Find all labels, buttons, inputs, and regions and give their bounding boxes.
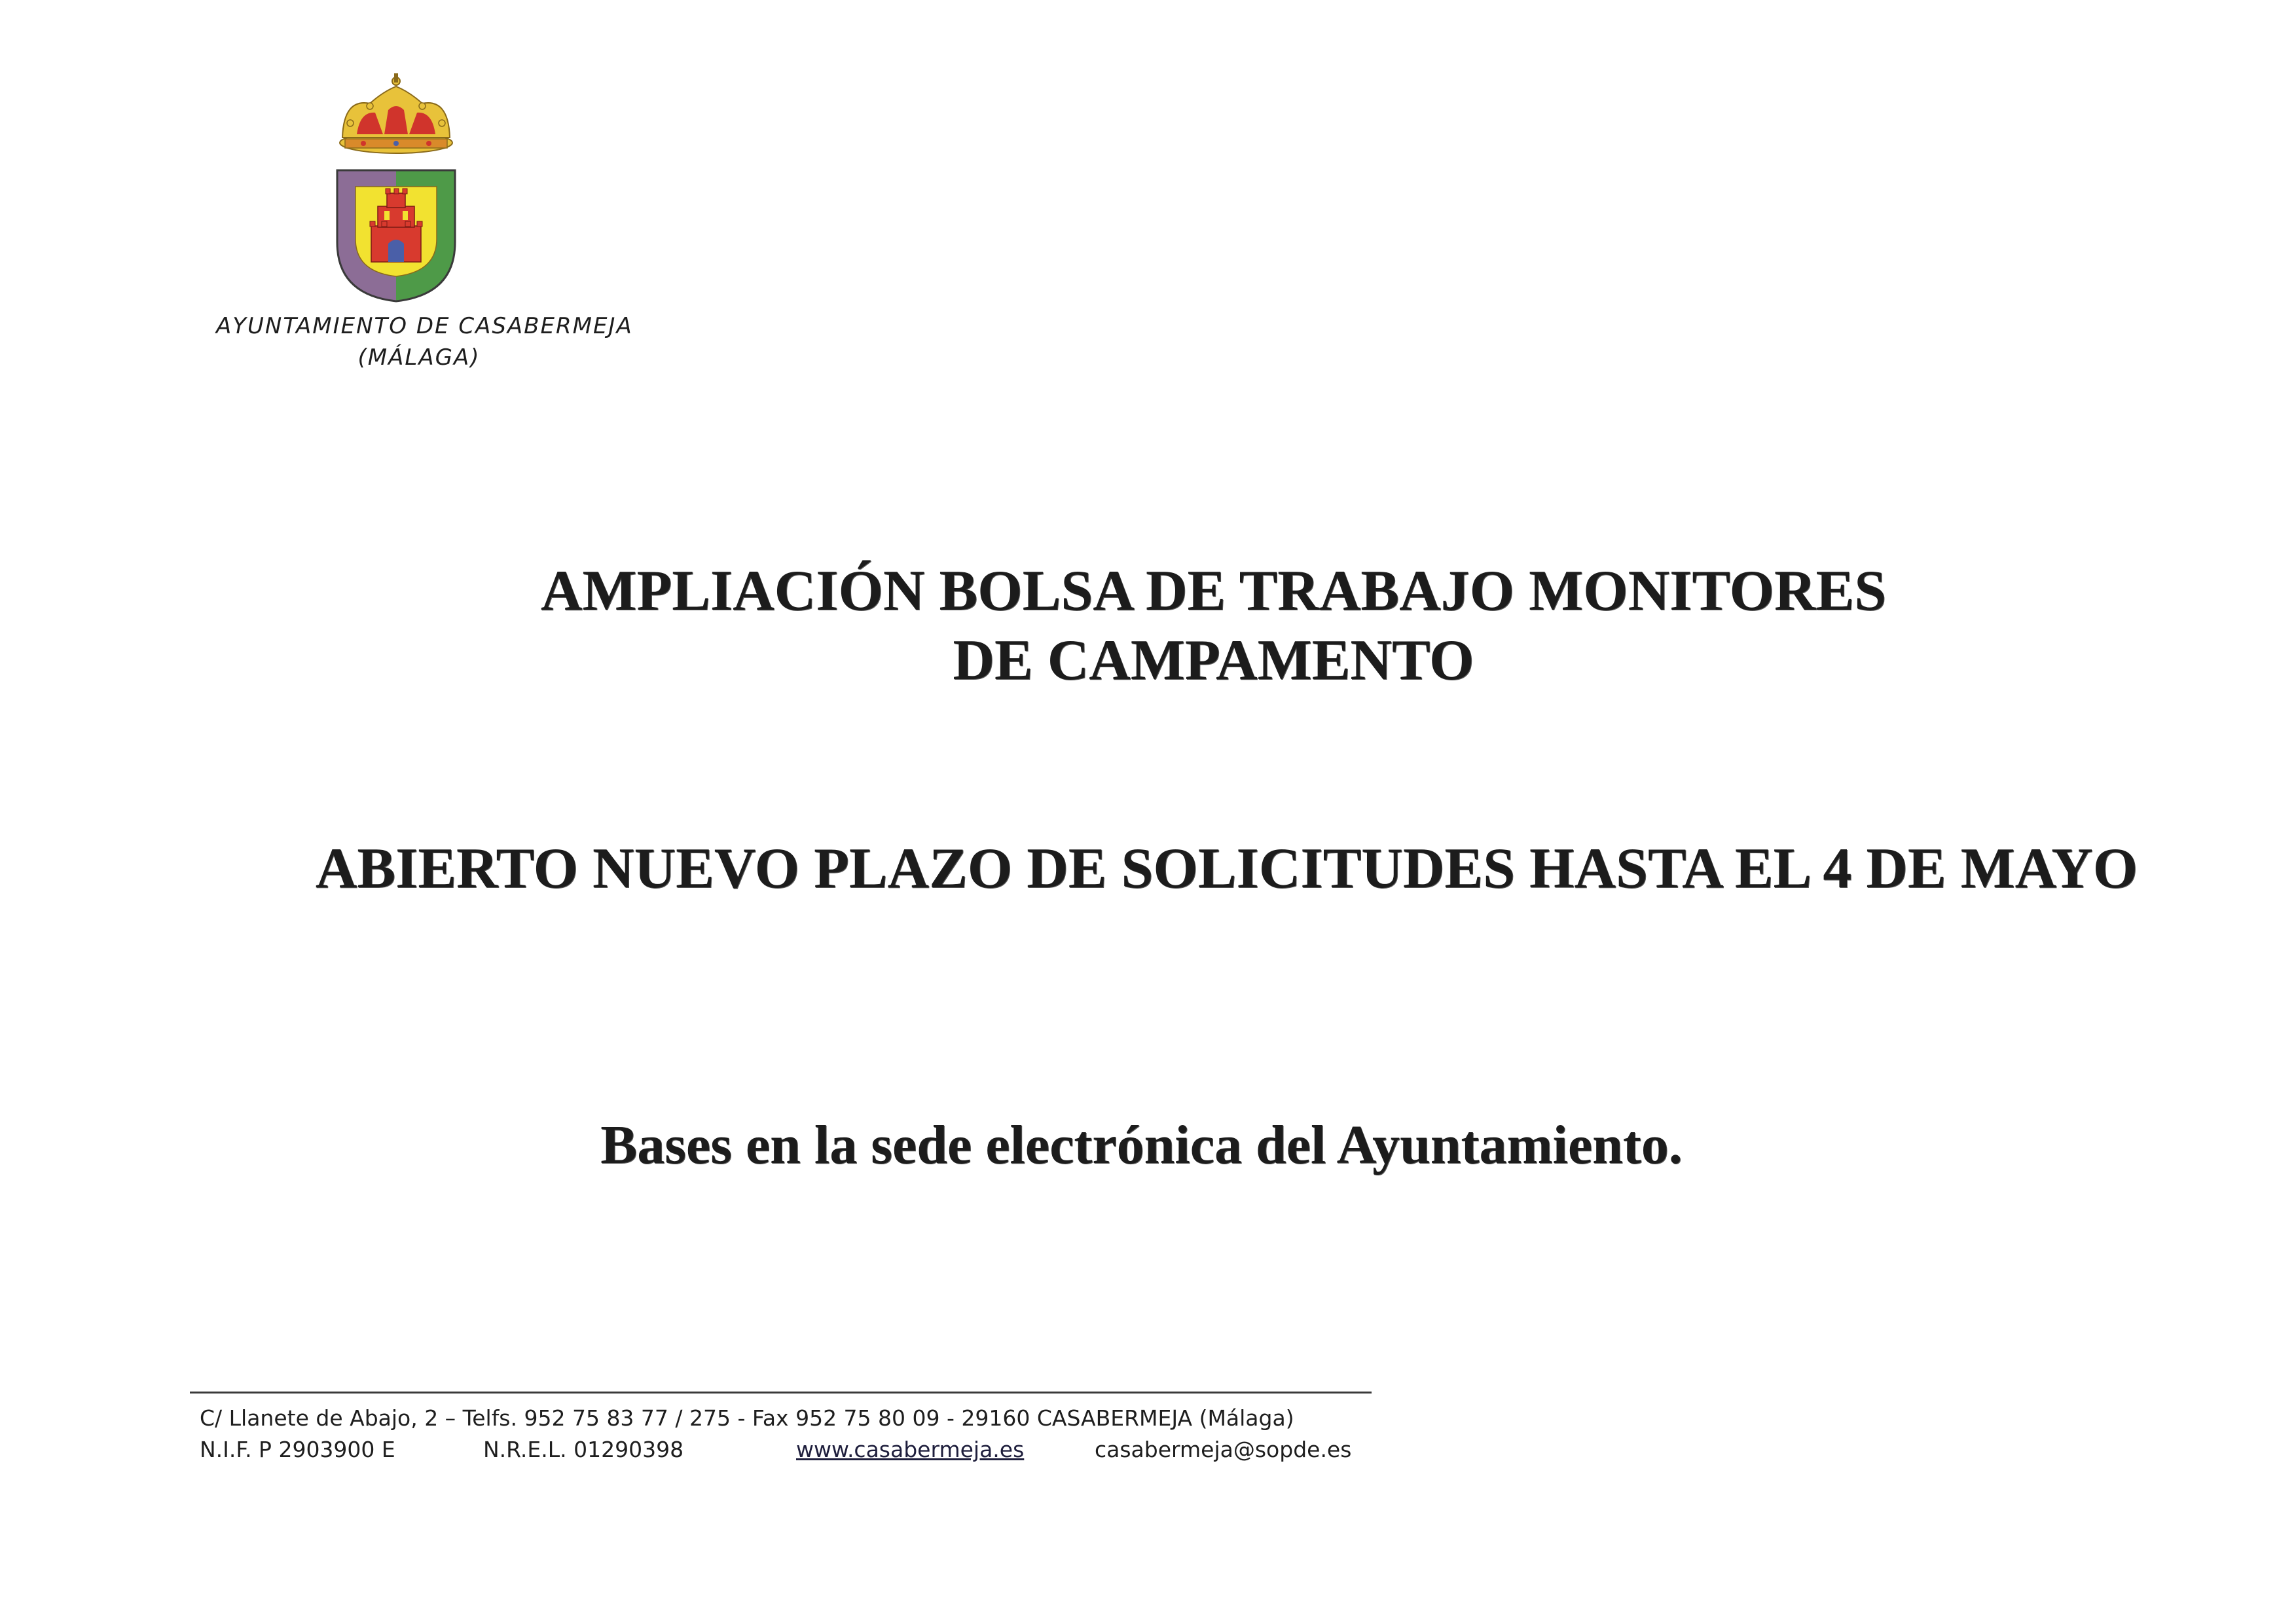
municipality-province: (MÁLAGA)	[357, 344, 481, 371]
bases-notice: Bases en la sede electrónica del Ayuntamiento.	[600, 1115, 1683, 1175]
application-deadline-notice: ABIERTO NUEVO PLAZO DE SOLICITUDES HASTA EL 4 DE MAYO	[315, 837, 2138, 900]
municipality-name: AYUNTAMIENTO DE CASABERMEJA	[216, 313, 633, 339]
footer-email: casabermeja@sopde.es	[1095, 1437, 1352, 1462]
footer-nrel: N.R.E.L. 01290398	[483, 1437, 684, 1462]
footer-divider	[190, 1392, 1372, 1393]
footer-address: C/ Llanete de Abajo, 2 – Telfs. 952 75 83 77 / 275 - Fax 952 75 80 09 - 29160 CASABERMEJA (Málaga)	[200, 1405, 1294, 1431]
footer-website-link[interactable]: www.casabermeja.es	[796, 1437, 1025, 1462]
footer-nif: N.I.F. P 2903900 E	[200, 1437, 395, 1462]
shield-icon	[337, 170, 455, 301]
title-line-1: AMPLIACIÓN BOLSA DE TRABAJO MONITORES	[540, 559, 1887, 623]
crown-icon	[340, 73, 452, 153]
coat-of-arms-icon	[331, 72, 462, 308]
title-line-2: DE CAMPAMENTO	[953, 629, 1474, 692]
